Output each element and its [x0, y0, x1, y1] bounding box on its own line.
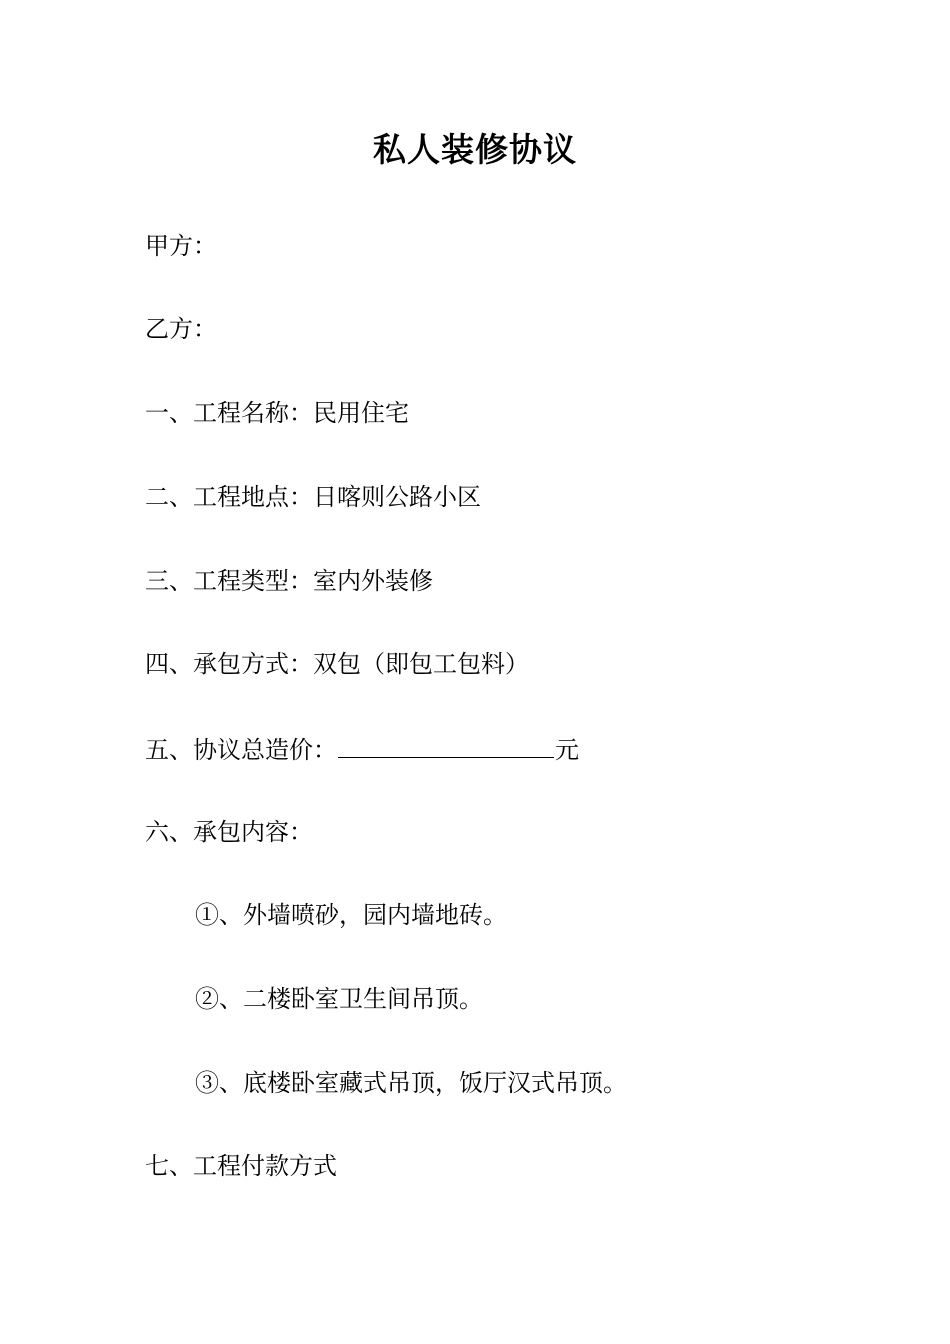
payment-method-line: 七、工程付款方式 [145, 1152, 337, 1180]
project-type-line: 三、工程类型：室内外装修 [145, 567, 433, 595]
total-price-line [145, 731, 579, 767]
content-item-1: ①、外墙喷砂，园内墙地砖。 [195, 901, 507, 929]
document-title: 私人装修协议 [373, 130, 577, 169]
party-a-line: 甲方： [145, 232, 217, 260]
total-price-unit: 元 [555, 736, 579, 764]
content-item-2: ②、二楼卧室卫生间吊顶。 [195, 985, 483, 1013]
total-price-label: 五、协议总造价： [145, 736, 337, 764]
total-price-blank [338, 731, 554, 758]
project-name-line: 一、工程名称：民用住宅 [145, 399, 409, 427]
contract-content-line: 六、承包内容： [145, 818, 313, 846]
contract-method-line: 四、承包方式：双包（即包工包料） [145, 650, 529, 678]
content-item-3: ③、底楼卧室藏式吊顶，饭厅汉式吊顶。 [195, 1069, 627, 1097]
party-b-line: 乙方： [145, 315, 217, 343]
project-location-line: 二、工程地点：日喀则公路小区 [145, 483, 481, 511]
